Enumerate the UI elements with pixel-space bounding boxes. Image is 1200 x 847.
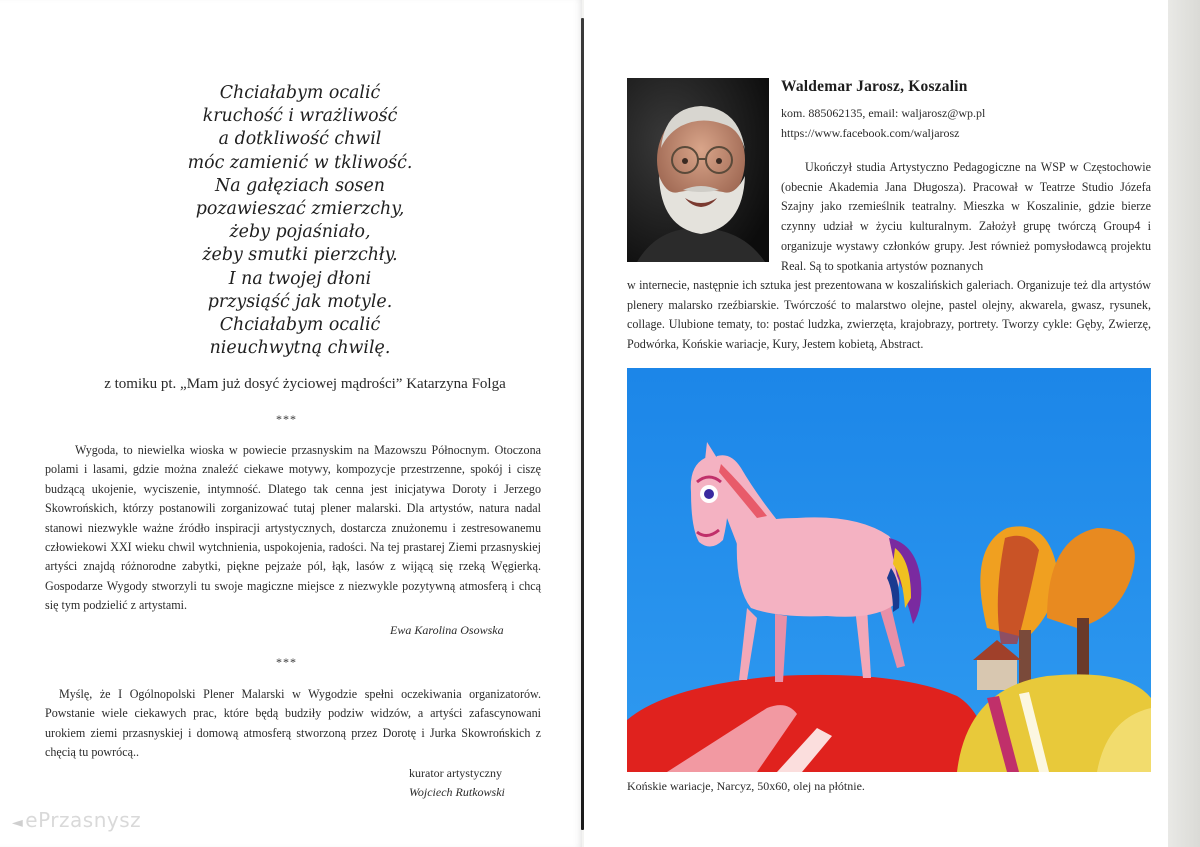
curator-name: Wojciech Rutkowski: [409, 785, 505, 799]
page-edge: [1168, 0, 1200, 847]
poem-line: pozawieszać zmierzchy,: [195, 199, 405, 220]
artist-bio-top: Ukończył studia Artystyczno Pedagogiczne na WSP w Częstochowie (obecnie Akademia Jana Długosza). Pracował w Teatrze Studio Józefa Szajny jako rzemieślnik teatralny. Mieszka w Koszalinie, gdzie bierze czynny udział w życiu kulturalnym. Założył grupę twórczą Group4 i organizuje wystawy członków grupy. Jest również pomysłodawcą projektu Real. Są to spotkania artystów poznanych: [781, 160, 1151, 273]
painting-horse: [627, 368, 1151, 772]
painting-image: [627, 368, 1151, 772]
artist-contact: [781, 103, 985, 143]
poem-line: żeby smutki pierzchły.: [202, 245, 398, 266]
contact-phone-email: kom. 885062135, email: waljarosz@wp.pl: [781, 106, 986, 120]
watermark: [12, 808, 141, 832]
watermark-text: ePrzasnysz: [25, 808, 142, 832]
section-separator: ***: [276, 655, 297, 669]
poem-line: Chciałabym ocalić: [219, 315, 381, 336]
section-separator: ***: [276, 412, 297, 426]
poem-line: móc zamienić w tkliwość.: [187, 152, 413, 173]
poem-line: a dotkliwość chwil: [218, 129, 382, 150]
curator-role: kurator artystyczny: [409, 766, 502, 780]
poem-source: z tomiku pt. „Mam już dosyć życiowej mądrości” Katarzyna Folga: [104, 376, 506, 392]
painting-caption: Końskie wariacje, Narcyz, 50x60, olej na płótnie.: [627, 779, 865, 793]
paragraph-author: Ewa Karolina Osowska: [390, 623, 504, 637]
poem-line: Na gałęziach sosen: [215, 175, 385, 196]
artist-name: Waldemar Jarosz, Koszalin: [781, 78, 968, 95]
poem-line: Chciałabym ocalić: [219, 83, 381, 103]
poem-line: przysiąść jak motyle.: [207, 291, 393, 312]
poem-line: nieuchwytną chwilę.: [209, 338, 391, 359]
paragraph-curator: Myślę, że I Ogólnopolski Plener Malarski w Wygodzie spełni oczekiwania organizatorów. Powstanie wiele ciekawych prac, które będą budziły podziw widzów, a artyści zafascynowani urokiem ziemi przasnyskiej i domową atmosferą stworzoną przez Dorotę i Jurka Skowrońskich z chęcią tu powrócą..: [45, 687, 541, 760]
artist-portrait: [627, 78, 769, 262]
book-spine: [581, 18, 584, 830]
artist-bio-bottom: w internecie, następnie ich sztuka jest prezentowana w koszalińskich galeriach. Organizuje też dla artystów plenery malarsko rzeźbiarskie. Twórczość to malarstwo olejne, pastel olejny, akwarela, gwasz, rysunek, collage. Ulubione tematy, to: postać ludzka, zwierzęta, krajobrazy, portrety. Tworzy cykle: Gęby, Zwierzę, Podwórka, Końskie wariacje, Kury, Jestem kobietą, Abstract.: [627, 278, 1151, 352]
poem: [150, 82, 450, 360]
poem-line: I na twojej dłoni: [228, 268, 372, 289]
portrait-image: [627, 78, 769, 262]
contact-facebook: https://www.facebook.com/waljarosz: [781, 126, 960, 140]
poem-line: kruchość i wrażliwość: [202, 106, 398, 127]
watermark-logo-icon: ◄: [12, 815, 24, 831]
paragraph-wygoda: Wygoda, to niewielka wioska w powiecie przasnyskim na Mazowszu Północnym. Otoczona polami i lasami, gdzie można znaleźć ciekawe motywy, kompozycje przestrzenne, spokój i ciszę budzącą ukojenie, wyciszenie, intymność. Dlatego tak cenna jest inicjatywa Doroty i Jerzego Skowrońskich, którzy postanowili zorganizować tutaj plener malarski. Dla artystów, natura nadal stanowi niezwykle ważne źródło inspiracji artystycznych, dostarcza znużonemu i zestresowanemu człowiekowi XXI wieku chwil wytchnienia, uspokojenia, radości. Na tej prastarej Ziemi przasnyskiej artyści znajdą różnorodne zabytki, piękne pejzaże pól, łąk, lasów z wijącą się rzeką Węgierką. Gospodarze Wygody stworzyli tu swoje magiczne miejsce z niezwykle pozytywną atmosferą i chcą się tym podzielić z artystami.: [45, 443, 541, 613]
poem-line: żeby pojaśniało,: [229, 222, 371, 243]
curator-signature: [409, 764, 505, 802]
